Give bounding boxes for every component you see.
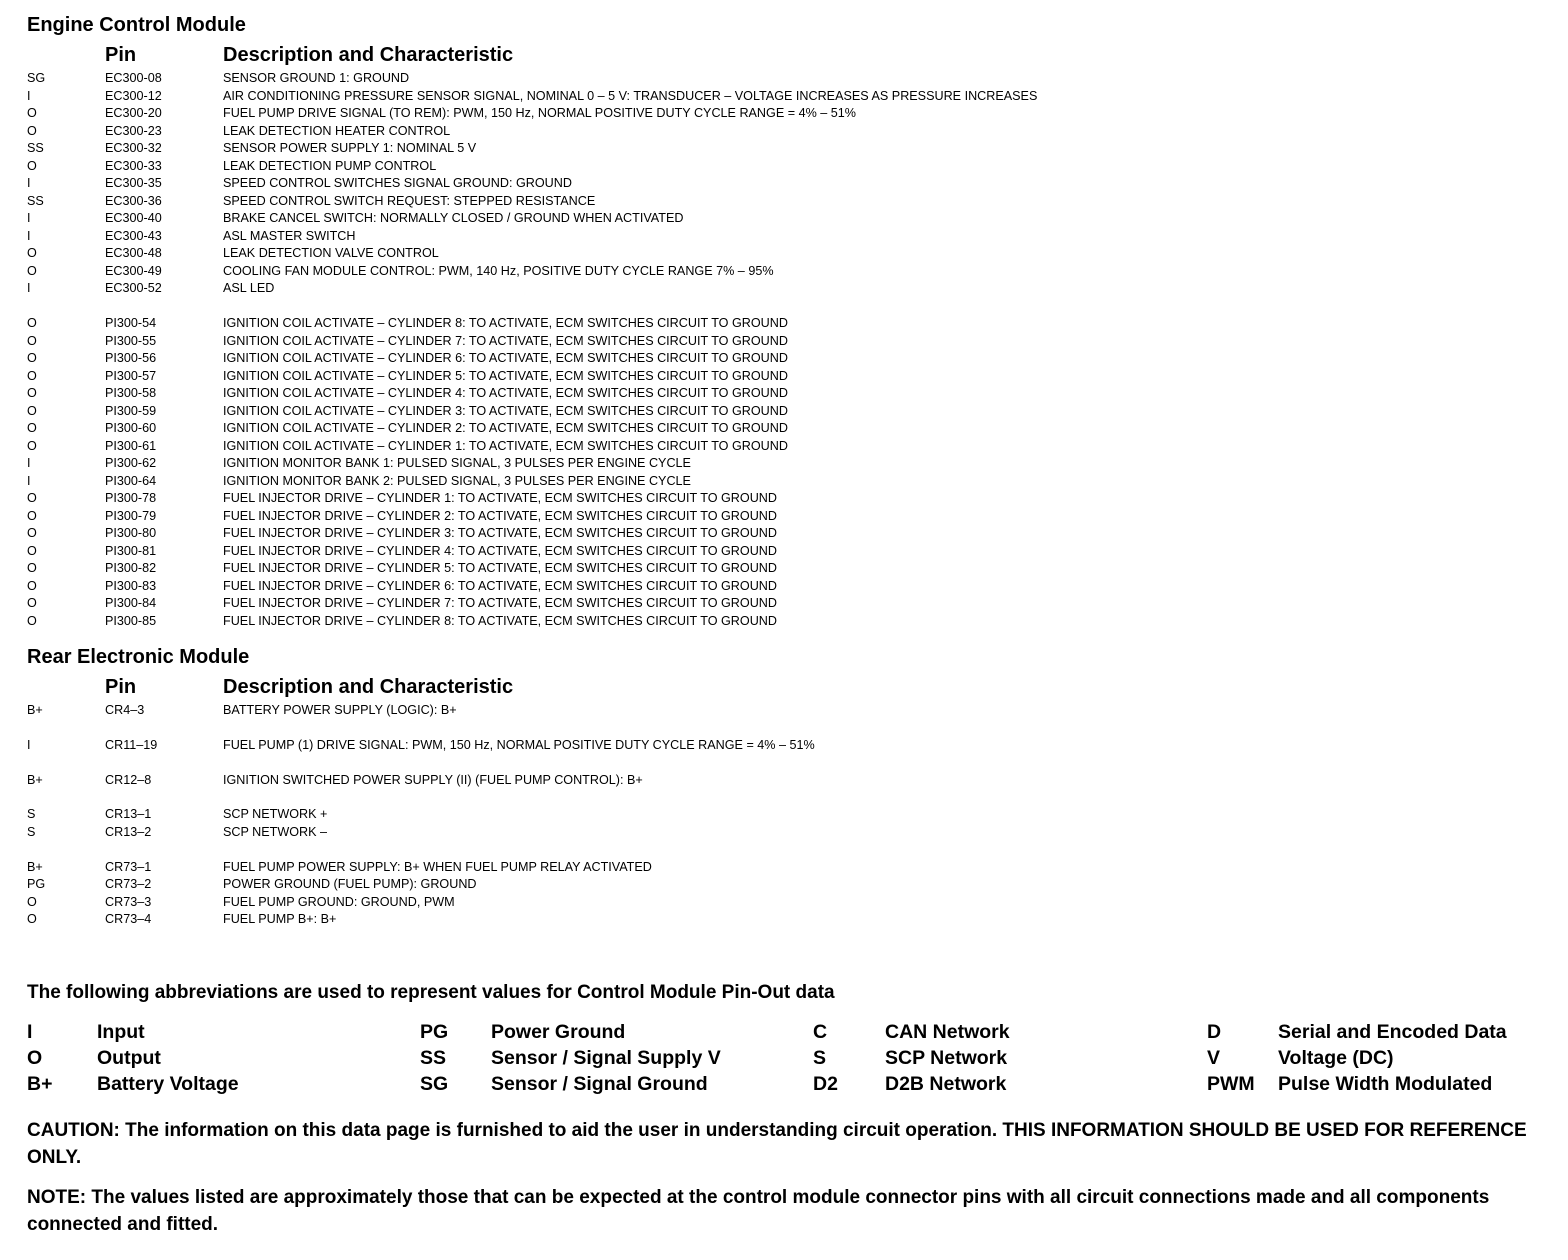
abbreviation-meaning: SCP Network bbox=[885, 1047, 1008, 1069]
pin-description: IGNITION COIL ACTIVATE – CYLINDER 2: TO ACTIVATE, ECM SWITCHES CIRCUIT TO GROUND bbox=[223, 421, 788, 435]
ecm-row bbox=[0, 88, 1568, 105]
pin-description: SENSOR GROUND 1: GROUND bbox=[223, 71, 410, 85]
pin-description: FUEL PUMP B+: B+ bbox=[223, 912, 337, 926]
signal-type: O bbox=[27, 491, 37, 505]
ecm-row bbox=[0, 280, 1568, 297]
signal-type: O bbox=[27, 316, 37, 330]
signal-type: I bbox=[27, 281, 31, 295]
pin-description: AIR CONDITIONING PRESSURE SENSOR SIGNAL, NOMINAL 0 – 5 V: TRANSDUCER – VOLTAGE INCREASES AS PRESSURE INCREASES bbox=[223, 89, 1038, 103]
signal-type: O bbox=[27, 439, 37, 453]
pin-id: CR13–2 bbox=[105, 825, 152, 839]
ecm-row bbox=[0, 70, 1568, 87]
note-text: NOTE: The values listed are approximately those that can be expected at the control module connector pins with all circuit connections made and all components connected and fitted. bbox=[27, 1187, 1490, 1235]
pin-id: PI300-56 bbox=[105, 351, 157, 365]
pin-description: IGNITION COIL ACTIVATE – CYLINDER 3: TO ACTIVATE, ECM SWITCHES CIRCUIT TO GROUND bbox=[223, 404, 788, 418]
pin-id: PI300-80 bbox=[105, 526, 157, 540]
signal-type: O bbox=[27, 895, 37, 909]
pin-id: PI300-78 bbox=[105, 491, 157, 505]
pin-description: SPEED CONTROL SWITCHES SIGNAL GROUND: GROUND bbox=[223, 176, 572, 190]
signal-type: I bbox=[27, 211, 31, 225]
abbreviation-meaning: Battery Voltage bbox=[97, 1073, 239, 1095]
pin-id: PI300-85 bbox=[105, 614, 157, 628]
pin-id: PI300-58 bbox=[105, 386, 157, 400]
pin-description: IGNITION COIL ACTIVATE – CYLINDER 5: TO ACTIVATE, ECM SWITCHES CIRCUIT TO GROUND bbox=[223, 369, 788, 383]
pin-description: SCP NETWORK – bbox=[223, 825, 328, 839]
abbreviation-meaning: Sensor / Signal Supply V bbox=[491, 1047, 721, 1069]
pin-id: EC300-48 bbox=[105, 246, 162, 260]
ecm-row bbox=[0, 210, 1568, 227]
pin-id: EC300-49 bbox=[105, 264, 162, 278]
pin-id: PI300-82 bbox=[105, 561, 157, 575]
pin-id: CR73–3 bbox=[105, 895, 152, 909]
pin-description: IGNITION MONITOR BANK 2: PULSED SIGNAL, 3 PULSES PER ENGINE CYCLE bbox=[223, 474, 691, 488]
rem-description-header: Description and Characteristic bbox=[223, 676, 514, 698]
rem-row bbox=[0, 876, 1568, 893]
ecm-row bbox=[0, 158, 1568, 175]
ecm-row bbox=[0, 525, 1568, 542]
pin-id: EC300-33 bbox=[105, 159, 162, 173]
rem-row bbox=[0, 859, 1568, 876]
pin-id: PI300-64 bbox=[105, 474, 157, 488]
signal-type: I bbox=[27, 229, 31, 243]
pin-id: PI300-84 bbox=[105, 596, 157, 610]
ecm-row bbox=[0, 175, 1568, 192]
pin-id: PI300-57 bbox=[105, 369, 157, 383]
pin-description: FUEL PUMP POWER SUPPLY: B+ WHEN FUEL PUMP RELAY ACTIVATED bbox=[223, 860, 652, 874]
rem-pin-header: Pin bbox=[105, 676, 137, 698]
abbreviation-code: S bbox=[813, 1047, 827, 1069]
pin-id: EC300-36 bbox=[105, 194, 162, 208]
abbreviation-meaning: D2B Network bbox=[885, 1073, 1007, 1095]
pin-id: EC300-52 bbox=[105, 281, 162, 295]
ecm-row bbox=[0, 438, 1568, 455]
signal-type: O bbox=[27, 561, 37, 575]
ecm-row bbox=[0, 473, 1568, 490]
ecm-row bbox=[0, 105, 1568, 122]
pin-description: FUEL INJECTOR DRIVE – CYLINDER 8: TO ACTIVATE, ECM SWITCHES CIRCUIT TO GROUND bbox=[223, 614, 777, 628]
pin-description: SCP NETWORK + bbox=[223, 807, 328, 821]
signal-type: O bbox=[27, 246, 37, 260]
signal-type: O bbox=[27, 386, 37, 400]
pin-id: CR11–19 bbox=[105, 738, 158, 752]
ecm-row bbox=[0, 193, 1568, 210]
pin-description: FUEL INJECTOR DRIVE – CYLINDER 3: TO ACTIVATE, ECM SWITCHES CIRCUIT TO GROUND bbox=[223, 526, 777, 540]
pin-id: CR4–3 bbox=[105, 703, 145, 717]
pin-description: ASL LED bbox=[223, 281, 275, 295]
signal-type: O bbox=[27, 351, 37, 365]
pin-description: IGNITION COIL ACTIVATE – CYLINDER 6: TO ACTIVATE, ECM SWITCHES CIRCUIT TO GROUND bbox=[223, 351, 788, 365]
pin-description: FUEL PUMP DRIVE SIGNAL (TO REM): PWM, 150 Hz, NORMAL POSITIVE DUTY CYCLE RANGE = 4% – 51% bbox=[223, 106, 856, 120]
ecm-row bbox=[0, 315, 1568, 332]
pin-id: CR73–1 bbox=[105, 860, 152, 874]
pin-description: LEAK DETECTION VALVE CONTROL bbox=[223, 246, 439, 260]
pin-description: BATTERY POWER SUPPLY (LOGIC): B+ bbox=[223, 703, 457, 717]
signal-type: SS bbox=[27, 141, 44, 155]
signal-type: B+ bbox=[27, 860, 43, 874]
ecm-row bbox=[0, 368, 1568, 385]
pin-id: EC300-32 bbox=[105, 141, 162, 155]
ecm-row bbox=[0, 333, 1568, 350]
ecm-row bbox=[0, 350, 1568, 367]
abbreviation-meaning: Pulse Width Modulated bbox=[1278, 1073, 1493, 1095]
ecm-pin-header: Pin bbox=[105, 44, 137, 66]
signal-type: SS bbox=[27, 194, 44, 208]
ecm-row bbox=[0, 245, 1568, 262]
abbreviation-meaning: Output bbox=[97, 1047, 161, 1069]
pin-description: IGNITION COIL ACTIVATE – CYLINDER 7: TO ACTIVATE, ECM SWITCHES CIRCUIT TO GROUND bbox=[223, 334, 788, 348]
rem-row bbox=[0, 911, 1568, 928]
ecm-row bbox=[0, 560, 1568, 577]
signal-type: I bbox=[27, 456, 31, 470]
ecm-row bbox=[0, 543, 1568, 560]
pin-description: POWER GROUND (FUEL PUMP): GROUND bbox=[223, 877, 477, 891]
abbreviation-code: D2 bbox=[813, 1073, 838, 1095]
abbreviation-meaning: Sensor / Signal Ground bbox=[491, 1073, 708, 1095]
rem-row bbox=[0, 824, 1568, 841]
pin-description: LEAK DETECTION HEATER CONTROL bbox=[223, 124, 451, 138]
rem-row bbox=[0, 772, 1568, 789]
signal-type: O bbox=[27, 159, 37, 173]
pin-id: CR13–1 bbox=[105, 807, 152, 821]
signal-type: O bbox=[27, 614, 37, 628]
pin-description: IGNITION SWITCHED POWER SUPPLY (II) (FUEL PUMP CONTROL): B+ bbox=[223, 773, 643, 787]
signal-type: O bbox=[27, 369, 37, 383]
ecm-row bbox=[0, 490, 1568, 507]
signal-type: I bbox=[27, 474, 31, 488]
ecm-row bbox=[0, 228, 1568, 245]
pin-id: EC300-08 bbox=[105, 71, 162, 85]
rem-row bbox=[0, 894, 1568, 911]
abbreviation-code: B+ bbox=[27, 1073, 53, 1095]
abbreviation-meaning: Serial and Encoded Data bbox=[1278, 1021, 1507, 1043]
pin-description: FUEL INJECTOR DRIVE – CYLINDER 4: TO ACTIVATE, ECM SWITCHES CIRCUIT TO GROUND bbox=[223, 544, 777, 558]
abbreviation-code: C bbox=[813, 1021, 828, 1043]
ecm-description-header: Description and Characteristic bbox=[223, 44, 514, 66]
pin-id: PI300-59 bbox=[105, 404, 157, 418]
signal-type: O bbox=[27, 544, 37, 558]
abbreviation-meaning: Voltage (DC) bbox=[1278, 1047, 1394, 1069]
pin-id: CR73–2 bbox=[105, 877, 152, 891]
pin-description: COOLING FAN MODULE CONTROL: PWM, 140 Hz, POSITIVE DUTY CYCLE RANGE 7% – 95% bbox=[223, 264, 774, 278]
pin-description: FUEL INJECTOR DRIVE – CYLINDER 5: TO ACTIVATE, ECM SWITCHES CIRCUIT TO GROUND bbox=[223, 561, 777, 575]
ecm-row bbox=[0, 123, 1568, 140]
pin-description: FUEL INJECTOR DRIVE – CYLINDER 6: TO ACTIVATE, ECM SWITCHES CIRCUIT TO GROUND bbox=[223, 579, 777, 593]
abbreviation-meaning: CAN Network bbox=[885, 1021, 1010, 1043]
signal-type: O bbox=[27, 334, 37, 348]
pin-description: LEAK DETECTION PUMP CONTROL bbox=[223, 159, 437, 173]
pin-description: FUEL PUMP GROUND: GROUND, PWM bbox=[223, 895, 455, 909]
abbreviation-code: PG bbox=[420, 1021, 449, 1043]
pin-description: ASL MASTER SWITCH bbox=[223, 229, 356, 243]
signal-type: O bbox=[27, 124, 37, 138]
signal-type: PG bbox=[27, 877, 46, 891]
pin-id: EC300-23 bbox=[105, 124, 162, 138]
abbreviation-code: D bbox=[1207, 1021, 1222, 1043]
rem-row bbox=[0, 737, 1568, 754]
ecm-row bbox=[0, 140, 1568, 157]
pin-id: CR12–8 bbox=[105, 773, 152, 787]
pin-description: SPEED CONTROL SWITCH REQUEST: STEPPED RESISTANCE bbox=[223, 194, 596, 208]
signal-type: I bbox=[27, 738, 31, 752]
abbreviation-meaning: Power Ground bbox=[491, 1021, 626, 1043]
pin-id: PI300-83 bbox=[105, 579, 157, 593]
ecm-row bbox=[0, 385, 1568, 402]
signal-type: O bbox=[27, 579, 37, 593]
caution-text: CAUTION: The information on this data page is furnished to aid the user in understanding circuit operation. THIS INFORMATION SHOULD BE USED FOR REFERENCE ONLY. bbox=[27, 1120, 1527, 1168]
ecm-row bbox=[0, 455, 1568, 472]
pin-description: FUEL PUMP (1) DRIVE SIGNAL: PWM, 150 Hz, NORMAL POSITIVE DUTY CYCLE RANGE = 4% – 51% bbox=[223, 738, 815, 752]
signal-type: B+ bbox=[27, 703, 43, 717]
rem-row bbox=[0, 702, 1568, 719]
abbreviation-code: O bbox=[27, 1047, 43, 1069]
pin-id: EC300-35 bbox=[105, 176, 162, 190]
signal-type: O bbox=[27, 404, 37, 418]
pin-id: EC300-40 bbox=[105, 211, 162, 225]
ecm-row bbox=[0, 578, 1568, 595]
signal-type: O bbox=[27, 912, 37, 926]
signal-type: O bbox=[27, 106, 37, 120]
ecm-row bbox=[0, 613, 1568, 630]
pin-id: EC300-20 bbox=[105, 106, 162, 120]
abbreviations-intro: The following abbreviations are used to represent values for Control Module Pin-Out data bbox=[27, 982, 835, 1003]
ecm-section-title: Engine Control Module bbox=[27, 14, 246, 36]
pin-description: BRAKE CANCEL SWITCH: NORMALLY CLOSED / GROUND WHEN ACTIVATED bbox=[223, 211, 684, 225]
pin-description: SENSOR POWER SUPPLY 1: NOMINAL 5 V bbox=[223, 141, 477, 155]
pin-description: IGNITION COIL ACTIVATE – CYLINDER 4: TO ACTIVATE, ECM SWITCHES CIRCUIT TO GROUND bbox=[223, 386, 788, 400]
signal-type: SG bbox=[27, 71, 46, 85]
abbreviation-code: I bbox=[27, 1021, 33, 1043]
signal-type: O bbox=[27, 526, 37, 540]
abbreviation-code: SS bbox=[420, 1047, 447, 1069]
pin-id: PI300-81 bbox=[105, 544, 157, 558]
ecm-row bbox=[0, 420, 1568, 437]
signal-type: O bbox=[27, 596, 37, 610]
ecm-row bbox=[0, 403, 1568, 420]
signal-type: B+ bbox=[27, 773, 43, 787]
pin-id: EC300-12 bbox=[105, 89, 162, 103]
pin-id: PI300-62 bbox=[105, 456, 157, 470]
signal-type: O bbox=[27, 421, 37, 435]
rem-section-title: Rear Electronic Module bbox=[27, 646, 250, 668]
signal-type: I bbox=[27, 176, 31, 190]
abbreviation-code: PWM bbox=[1207, 1073, 1255, 1095]
signal-type: O bbox=[27, 509, 37, 523]
ecm-row bbox=[0, 595, 1568, 612]
pin-description: IGNITION COIL ACTIVATE – CYLINDER 1: TO ACTIVATE, ECM SWITCHES CIRCUIT TO GROUND bbox=[223, 439, 788, 453]
ecm-row bbox=[0, 263, 1568, 280]
pin-description: FUEL INJECTOR DRIVE – CYLINDER 1: TO ACTIVATE, ECM SWITCHES CIRCUIT TO GROUND bbox=[223, 491, 777, 505]
signal-type: I bbox=[27, 89, 31, 103]
pin-id: PI300-61 bbox=[105, 439, 157, 453]
ecm-row bbox=[0, 508, 1568, 525]
pin-id: EC300-43 bbox=[105, 229, 162, 243]
pin-id: PI300-54 bbox=[105, 316, 157, 330]
pin-id: PI300-55 bbox=[105, 334, 157, 348]
pin-description: IGNITION COIL ACTIVATE – CYLINDER 8: TO ACTIVATE, ECM SWITCHES CIRCUIT TO GROUND bbox=[223, 316, 788, 330]
pin-description: FUEL INJECTOR DRIVE – CYLINDER 2: TO ACTIVATE, ECM SWITCHES CIRCUIT TO GROUND bbox=[223, 509, 777, 523]
pin-description: IGNITION MONITOR BANK 1: PULSED SIGNAL, 3 PULSES PER ENGINE CYCLE bbox=[223, 456, 691, 470]
abbreviation-code: V bbox=[1207, 1047, 1221, 1069]
abbreviation-meaning: Input bbox=[97, 1021, 145, 1043]
pin-id: CR73–4 bbox=[105, 912, 152, 926]
signal-type: O bbox=[27, 264, 37, 278]
pin-id: PI300-60 bbox=[105, 421, 157, 435]
pin-description: FUEL INJECTOR DRIVE – CYLINDER 7: TO ACTIVATE, ECM SWITCHES CIRCUIT TO GROUND bbox=[223, 596, 777, 610]
signal-type: S bbox=[27, 825, 36, 839]
pin-id: PI300-79 bbox=[105, 509, 157, 523]
signal-type: S bbox=[27, 807, 36, 821]
rem-row bbox=[0, 806, 1568, 823]
abbreviation-code: SG bbox=[420, 1073, 449, 1095]
